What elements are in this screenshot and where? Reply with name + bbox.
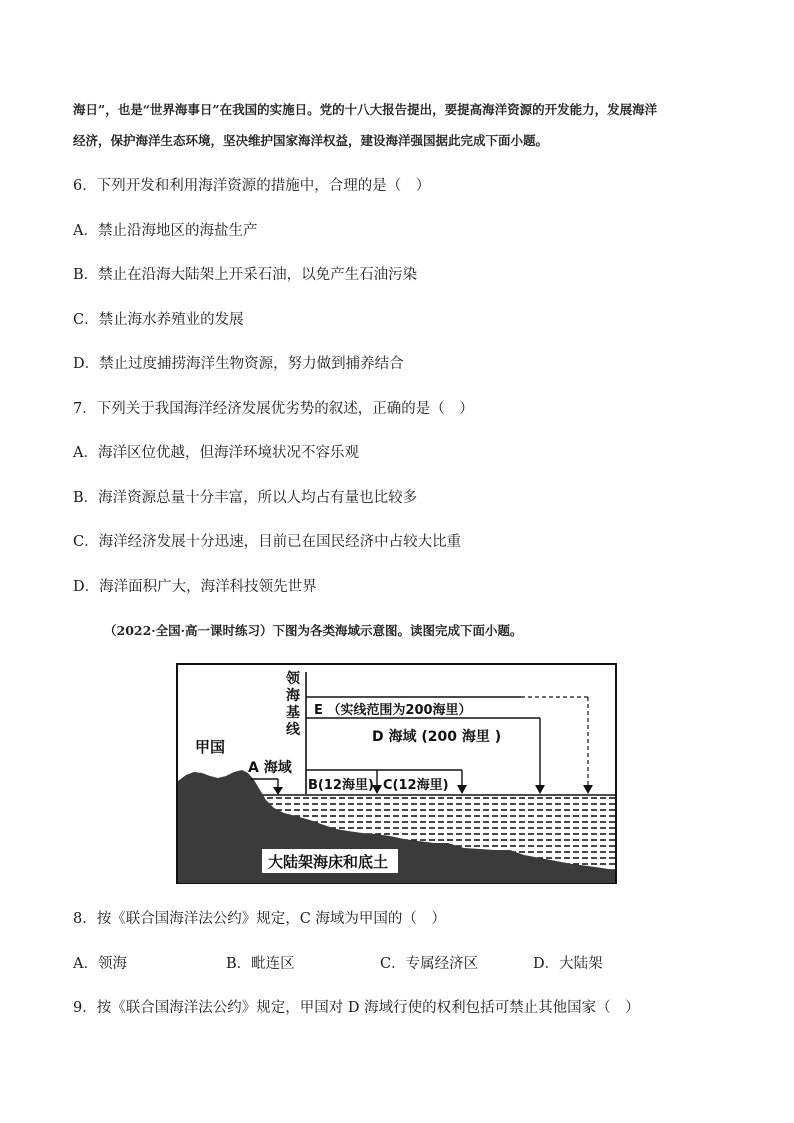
- c-zone-label: C(12海里): [383, 778, 449, 793]
- question-8-option-c: C．专属经济区: [380, 956, 479, 972]
- figure-lead-text: （2022·全国·高一课时练习）下图为各类海域示意图。读图完成下面小题。: [104, 623, 523, 638]
- sea-zones-diagram: [176, 663, 618, 885]
- question-6-option-c: C．禁止海水养殖业的发展: [73, 312, 244, 328]
- question-6-stem: 6．下列开发和利用海洋资源的措施中，合理的是（ ）: [73, 178, 431, 194]
- baseline-label-char-2: 海: [286, 688, 300, 704]
- question-6-option-a: A．禁止沿海地区的海盐生产: [73, 223, 258, 239]
- question-7-stem: 7．下列关于我国海洋经济发展优劣势的叙述，正确的是（ ）: [73, 401, 474, 417]
- question-8-option-a: A．领海: [73, 956, 127, 972]
- country-label: 甲国: [195, 738, 226, 756]
- baseline-label-char-1: 领: [286, 671, 300, 687]
- a-zone-label: A 海域: [248, 760, 292, 776]
- question-7-option-b: B．海洋资源总量十分丰富，所以人均占有量也比较多: [73, 490, 418, 506]
- baseline-label-char-4: 线: [286, 722, 300, 738]
- intro-line-1: 海日”，也是“世界海事日”在我国的实施日。党的十八大报告提出，要提高海洋资源的开发能力，发展海洋: [73, 102, 658, 117]
- shelf-label: 大陆架海床和底土: [268, 853, 389, 871]
- d-zone-label: D 海域 (200 海里 ): [372, 729, 502, 745]
- b-zone-label: B(12海里): [308, 778, 374, 793]
- question-9-stem: 9．按《联合国海洋法公约》规定，甲国对 D 海域行使的权利包括可禁止其他国家（ ）: [73, 1000, 640, 1016]
- question-8-option-b: B．毗连区: [226, 956, 295, 972]
- question-7-option-a: A．海洋区位优越，但海洋环境状况不容乐观: [73, 445, 359, 461]
- intro-line-2: 经济，保护海洋生态环境，坚决维护国家海洋权益，建设海洋强国据此完成下面小题。: [73, 133, 549, 148]
- question-7-option-d: D．海洋面积广大，海洋科技领先世界: [73, 579, 317, 595]
- question-6-option-d: D．禁止过度捕捞海洋生物资源，努力做到捕养结合: [73, 356, 404, 372]
- question-6-option-b: B．禁止在沿海大陆架上开采石油，以免产生石油污染: [73, 267, 418, 283]
- question-7-option-c: C．海洋经济发展十分迅速，目前已在国民经济中占较大比重: [73, 534, 462, 550]
- question-8-stem: 8．按《联合国海洋法公约》规定，C 海域为甲国的（ ）: [73, 911, 446, 927]
- baseline-label-char-3: 基: [286, 705, 300, 721]
- e-zone-label: E （实线范围为200海里）: [314, 703, 472, 718]
- question-8-option-d: D．大陆架: [533, 956, 603, 972]
